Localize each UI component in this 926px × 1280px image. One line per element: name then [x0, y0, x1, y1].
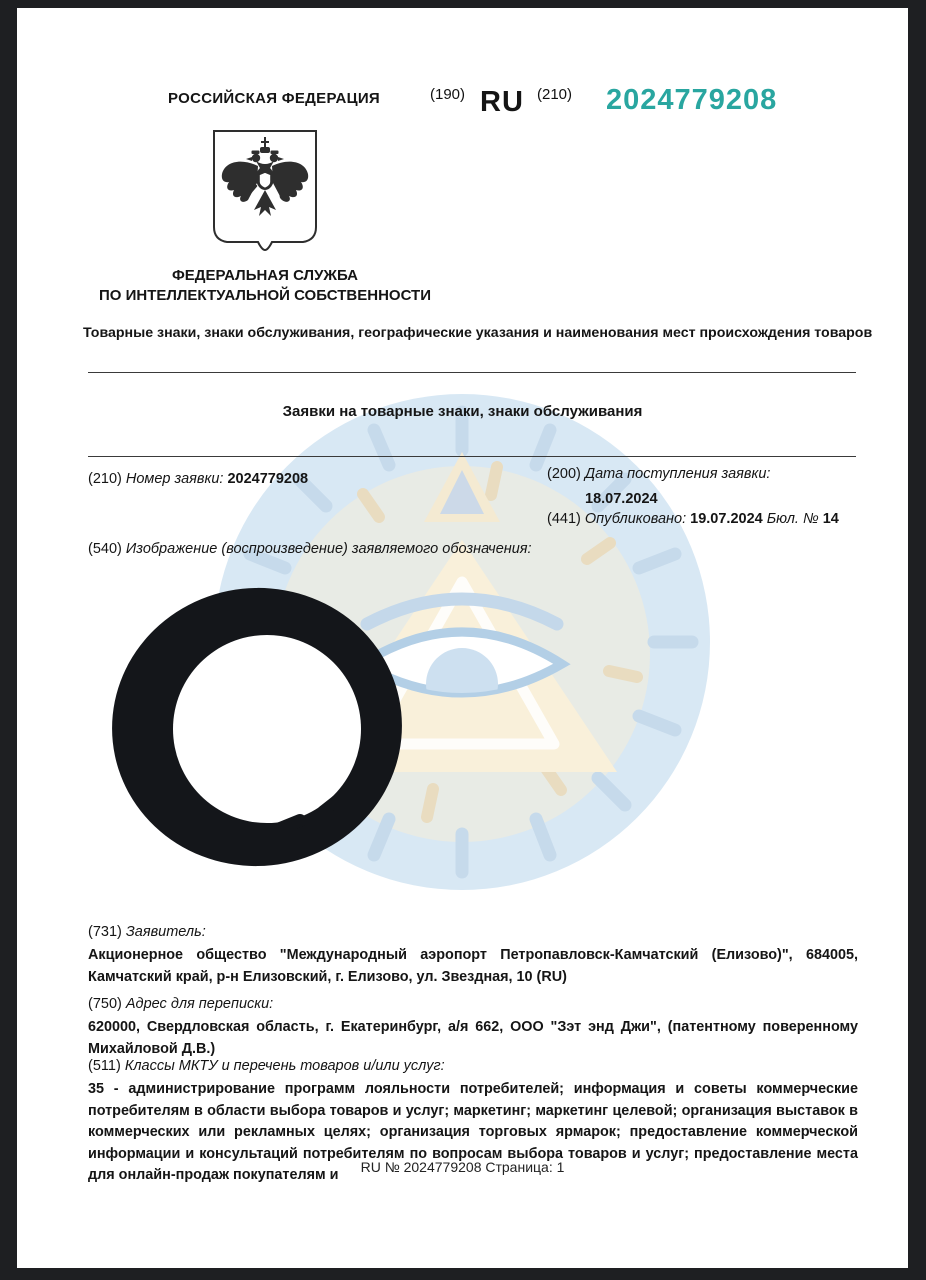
field-210-value: 2024779208 — [227, 471, 309, 487]
field-441-date: 19.07.2024 — [690, 511, 763, 527]
field-511-value: 35 - администрирование программ лояльности потребителей; информация и советы коммерческие потребителям в области выбора товаров и услуг; маркетинг; маркетинг целевой; организация выставок в коммерческих или рекламных целях; организация торговых ярмарок; предоставление коммерческой информации и консультаций потребителям по вопросам выбора товаров и услуг; предоставление места для онлайн-продаж покупателям и — [88, 1081, 858, 1184]
field-441-label: Опубликовано: — [584, 511, 687, 527]
field-750-address — [88, 996, 273, 1012]
field-200-value-row — [585, 491, 658, 507]
category-line: Товарные знаки, знаки обслуживания, географические указания и наименования мест происхождения товаров — [83, 325, 873, 341]
field-731-applicant — [88, 924, 206, 940]
inid-731: (731) — [88, 924, 122, 940]
inid-200: (200) — [547, 466, 581, 482]
field-200-label: Дата поступления заявки: — [584, 466, 771, 482]
field-441-bulletin-label: Бюл. № — [766, 511, 819, 527]
section-title: Заявки на товарные знаки, знаки обслуживания — [282, 403, 643, 420]
field-441-published — [547, 511, 839, 527]
field-511-label: Классы МКТУ и перечень товаров и/или услуг: — [124, 1058, 445, 1074]
document-page — [17, 8, 908, 1268]
divider-top — [88, 372, 856, 373]
field-511-classes — [88, 1058, 445, 1074]
agency-name — [80, 266, 450, 306]
inid-441: (441) — [547, 511, 581, 527]
field-210-label: Номер заявки: — [125, 471, 224, 487]
inid-750: (750) — [88, 996, 122, 1012]
field-731-label: Заявитель: — [125, 924, 206, 940]
inid-511: (511) — [88, 1058, 121, 1074]
inid-210-code: (210) — [537, 86, 573, 103]
field-200-value: 18.07.2024 — [585, 491, 658, 507]
divider-bottom — [88, 456, 856, 457]
field-441-bulletin-number: 14 — [822, 511, 839, 527]
inid-540: (540) — [88, 541, 122, 557]
agency-line1: ФЕДЕРАЛЬНАЯ СЛУЖБА — [171, 267, 359, 284]
page-footer: RU № 2024779208 Страница: 1 — [360, 1159, 565, 1175]
agency-line2: ПО ИНТЕЛЛЕКТУАЛЬНОЙ СОБСТВЕННОСТИ — [98, 287, 432, 304]
field-540-label: Изображение (воспроизведение) заявляемого обозначения: — [125, 541, 532, 557]
field-731-value: Акционерное общество "Международный аэропорт Петропавловск-Камчатский (Елизово)", 684005, Камчатский край, р-н Елизовский, г. Елизово, ул. Звездная, 10 (RU) — [88, 947, 858, 985]
country-title: РОССИЙСКАЯ ФЕДЕРАЦИЯ — [168, 90, 381, 107]
field-750-value: 620000, Свердловская область, г. Екатеринбург, а/я 662, ООО "Зэт энд Джи", (патентному поверенному Михайловой Д.В.) — [88, 1019, 858, 1057]
application-number-header: 2024779208 — [606, 84, 778, 116]
field-540-image-caption — [88, 541, 532, 557]
inid-190-code: (190) — [430, 86, 466, 103]
field-200-filing-date — [547, 466, 770, 482]
field-750-label: Адрес для переписки: — [125, 996, 274, 1012]
field-210-application-number — [88, 471, 308, 487]
country-code: RU — [480, 86, 524, 118]
trademark-image-black-ring — [111, 586, 403, 868]
inid-210: (210) — [88, 471, 122, 487]
russia-coat-of-arms-icon — [210, 128, 320, 252]
